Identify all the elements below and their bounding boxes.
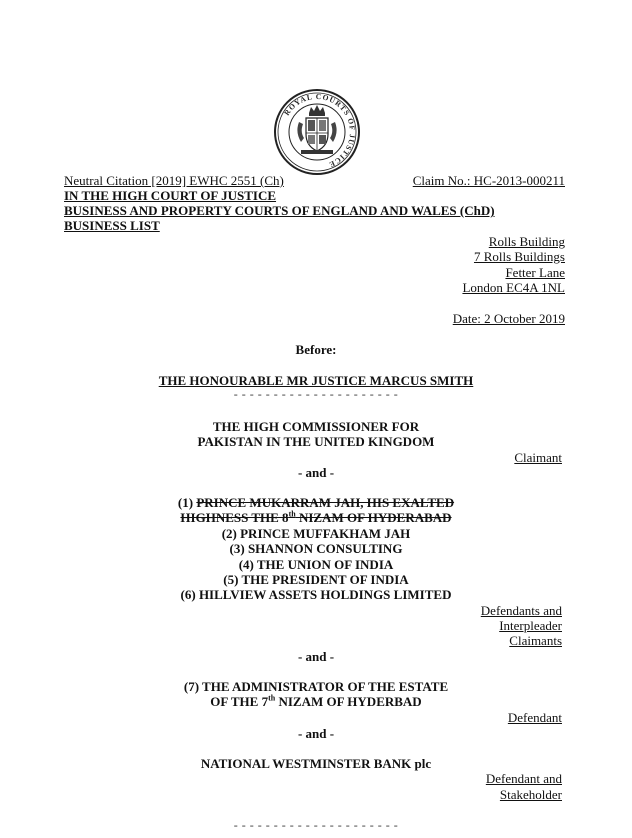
party-role: Defendants and — [480, 603, 562, 618]
address-line: Fetter Lane — [505, 265, 565, 280]
claim-number: Claim No.: HC-2013-000211 — [412, 173, 565, 188]
party-role: Claimant — [514, 450, 562, 465]
royal-courts-of-justice-seal-icon — [273, 88, 361, 176]
administrator-name: (7) THE ADMINISTRATOR OF THE ESTATE — [183, 679, 449, 694]
claimant-name: THE HIGH COMMISSIONER FOR — [212, 419, 420, 434]
claimant-name: PAKISTAN IN THE UNITED KINGDOM — [197, 434, 435, 449]
court-name: IN THE HIGH COURT OF JUSTICE — [64, 188, 277, 203]
court-list: BUSINESS LIST — [64, 218, 160, 233]
judgment-date: Date: 2 October 2019 — [452, 311, 565, 326]
defendant-name: (4) THE UNION OF INDIA — [238, 557, 394, 572]
svg-text:ROYAL COURTS OF JUSTICE: ROYAL COURTS OF JUSTICE — [282, 91, 358, 170]
party-role: Claimants — [509, 633, 562, 648]
neutral-citation: Neutral Citation [2019] EWHC 2551 (Ch) — [64, 173, 284, 188]
separator: - - - - - - - - - - - - - - - - - - - - - — [233, 818, 399, 832]
party-role: Defendant — [507, 710, 562, 725]
defendant-1-name: (1) PRINCE MUKARRAM JAH, HIS EXALTED — [177, 495, 455, 510]
address-line: Rolls Building — [488, 234, 565, 249]
defendant-name: (6) HILLVIEW ASSETS HOLDINGS LIMITED — [180, 587, 452, 602]
address-line: London EC4A 1NL — [462, 280, 565, 295]
party-role: Defendant and — [485, 771, 562, 786]
defendant-name: (2) PRINCE MUFFAKHAM JAH — [221, 526, 411, 541]
and-separator: - and - — [297, 726, 335, 741]
defendant-name: (3) SHANNON CONSULTING — [229, 541, 403, 556]
bank-name: NATIONAL WESTMINSTER BANK plc — [200, 756, 432, 771]
defendant-name: (5) THE PRESIDENT OF INDIA — [223, 572, 409, 587]
defendant-1-title: HIGHNESS THE 8th NIZAM OF HYDERABAD — [180, 509, 452, 525]
separator: - - - - - - - - - - - - - - - - - - - - - — [233, 387, 399, 401]
party-role: Stakeholder — [499, 787, 562, 802]
and-separator: - and - — [297, 465, 335, 480]
court-division: BUSINESS AND PROPERTY COURTS OF ENGLAND AND WALES (ChD) — [64, 203, 495, 218]
and-separator: - and - — [297, 649, 335, 664]
administrator-name: OF THE 7th NIZAM OF HYDERBAD — [210, 693, 422, 709]
judge-name: THE HONOURABLE MR JUSTICE MARCUS SMITH — [158, 373, 474, 388]
before-label: Before: — [295, 342, 337, 357]
address-line: 7 Rolls Buildings — [473, 249, 565, 264]
party-role: Interpleader — [499, 618, 562, 633]
